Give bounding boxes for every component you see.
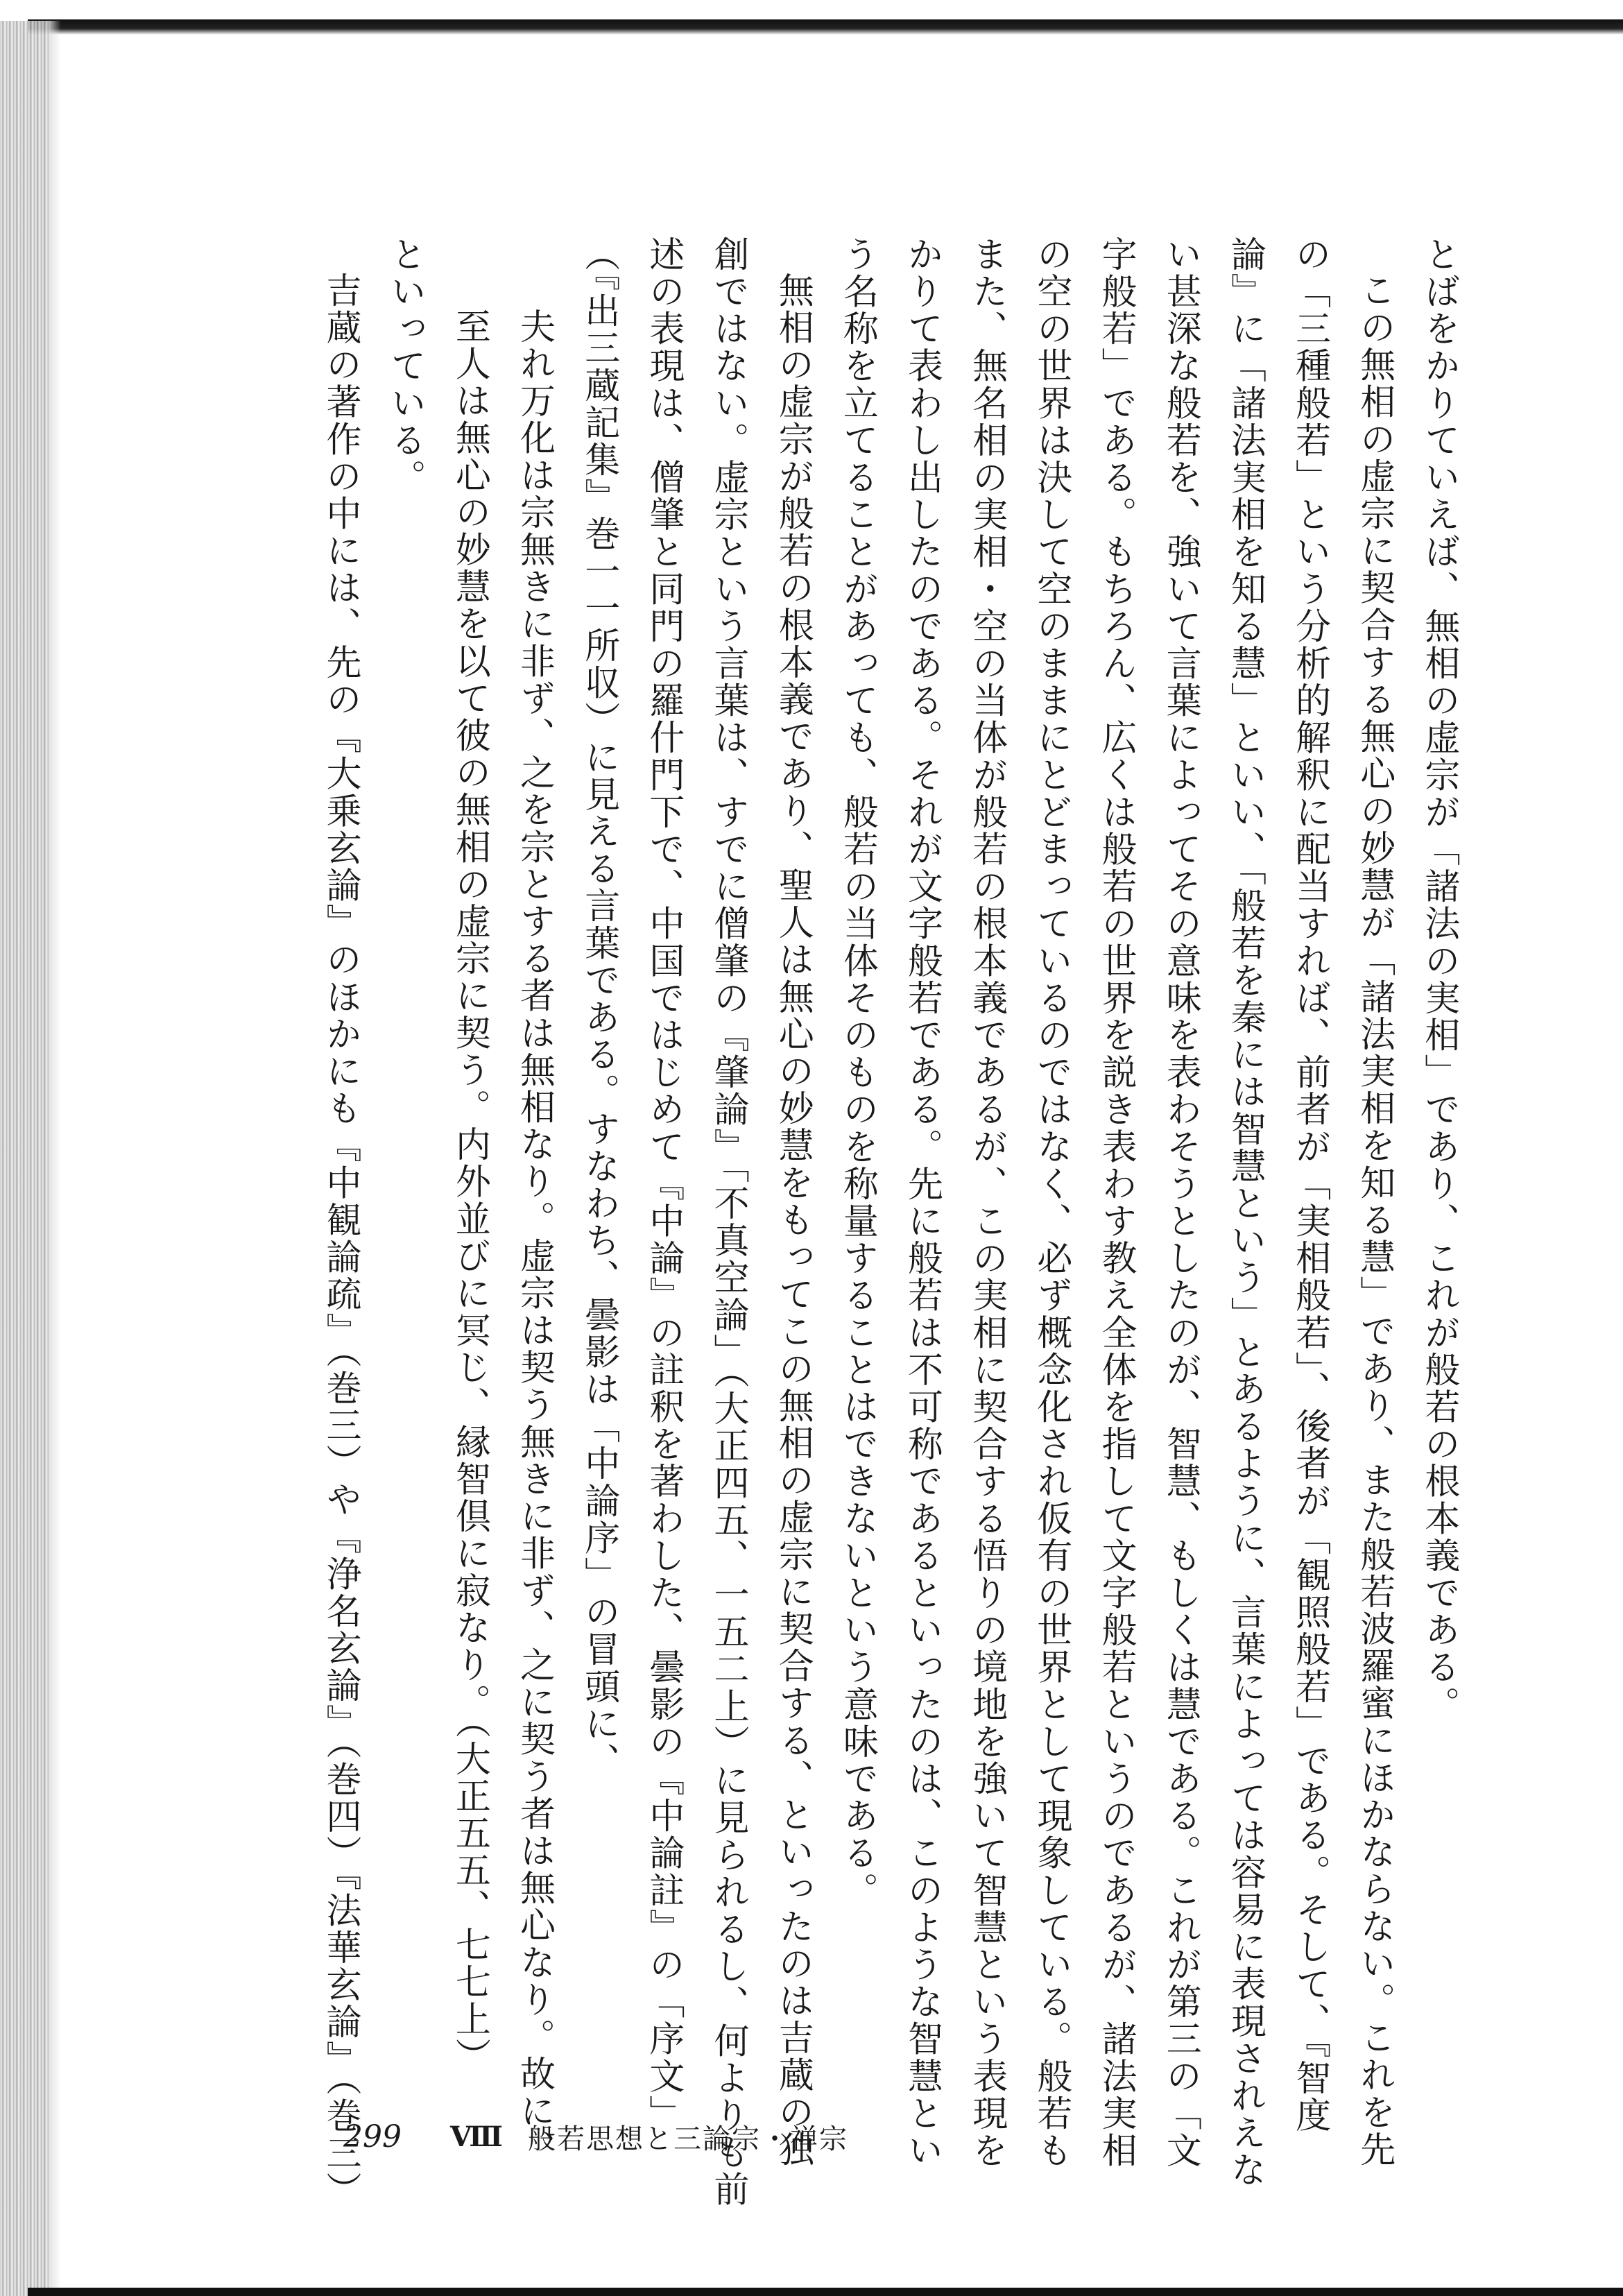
- text-column: （『出三蔵記集』巻一一所収）に見える言葉である。すなわち、曇影は「中論序」の冒頭に、: [578, 236, 619, 1780]
- text-column: の空の世界は決して空のままにとどまっているのではなく、必ず概念化され仮有の世界として現象している。般若も: [1030, 236, 1072, 2170]
- book-binding-edge: [0, 21, 49, 2296]
- text-column: 創ではない。虚宗という言葉は、すでに僧肇の『肇論』「不真空論」（大正四五、一五二上）に見られるし、何よりも前: [707, 236, 749, 2209]
- chapter-title: 般若思想と三論宗・禅宗: [527, 2123, 848, 2155]
- text-column: 論』に「諸法実相を知る慧」といい、「般若を秦には智慧という」とあるように、言葉によっては容易に表現されえな: [1224, 236, 1266, 2189]
- text-column: 字般若」である。もちろん、広くは般若の世界を説き表わす教え全体を指して文字般若というのであるが、諸法実相: [1095, 236, 1137, 2170]
- text-column: の「三種般若」という分析的解釈に配当すれば、前者が「実相般若」、後者が「観照般若」である。そして、『智度: [1289, 236, 1330, 2134]
- scan-top-border: [28, 19, 1623, 35]
- chapter-number: Ⅷ: [449, 2120, 503, 2153]
- text-column: 無相の虚宗が般若の根本義であり、聖人は無心の妙慧をもってこの無相の虚宗に契合する、といったのは吉蔵の独: [772, 272, 814, 2168]
- quotation-column: 夫れ万化は宗無きに非ず、之を宗とする者は無相なり。虚宗は契う無きに非ず、之に契う者は無心なり。故に、: [513, 308, 555, 2167]
- text-column: この無相の虚宗に契合する無心の妙慧が「諸法実相を知る慧」であり、また般若波羅蜜にほかならない。これを先: [1353, 272, 1395, 2168]
- scan-bottom-border: [28, 2288, 1623, 2296]
- text-column: とばをかりていえば、無相の虚宗が「諸法の実相」であり、これが般若の根本義である。: [1418, 236, 1459, 1723]
- text-column: 吉蔵の著作の中には、先の『大乗玄論』のほかにも『中観論疏』（巻三）や『浄名玄論』（巻四）『法華玄論』（巻三）: [320, 272, 361, 2209]
- page-number: 299: [343, 2118, 402, 2154]
- text-column: う名称を立てることがあっても、般若の当体そのものを称量することはできないという意味である。: [836, 236, 878, 1909]
- text-column: また、無名相の実相・空の当体が般若の根本義であるが、この実相に契合する悟りの境地を強いて智慧という表現を: [965, 236, 1007, 2170]
- text-column: い甚深な般若を、強いて言葉によってその意味を表わそうとしたのが、智慧、もしくは慧である。これが第三の「文: [1160, 236, 1201, 2170]
- page-footer: [343, 2116, 848, 2157]
- text-column: といっている。: [384, 236, 426, 497]
- text-column: 述の表現は、僧肇と同門の羅什門下で、中国ではじめて『中論』の註釈を著わした、曇影の『中論註』の「序文」: [642, 236, 684, 2132]
- quotation-column: 至人は無心の妙慧を以て彼の無相の虚宗に契う。内外並びに冥じ、縁智倶に寂なり。（大正五五、七七上）: [449, 308, 490, 2075]
- text-column: かりて表わし出したのである。それが文字般若である。先に般若は不可称であるといったのは、このような智慧とい: [901, 236, 943, 2170]
